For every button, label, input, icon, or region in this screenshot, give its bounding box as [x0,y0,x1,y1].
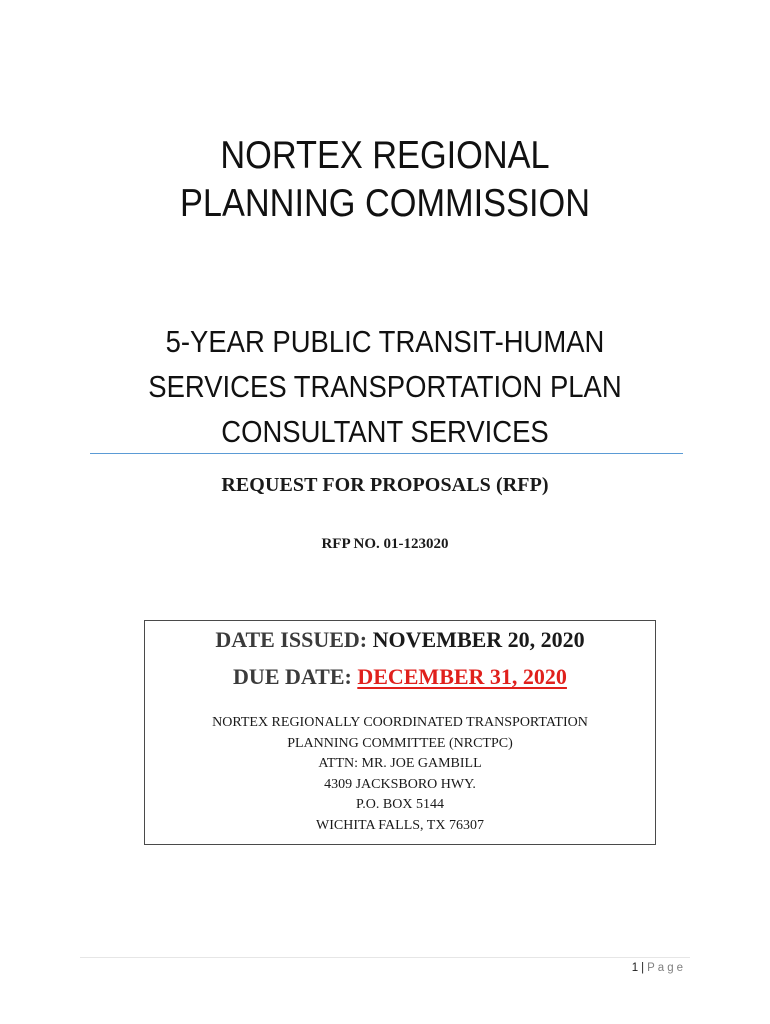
document-title [39,320,732,455]
document-title-line: CONSULTANT SERVICES [221,415,549,449]
date-address-box [144,620,656,845]
document-title-line: SERVICES TRANSPORTATION PLAN [148,370,622,404]
date-issued-line [145,627,655,653]
address-line: NORTEX REGIONALLY COORDINATED TRANSPORTATION [212,715,588,730]
document-title-line: 5-YEAR PUBLIC TRANSIT-HUMAN [165,325,605,359]
address-line: PLANNING COMMITTEE (NRCTPC) [287,735,513,751]
address-line: P.O. BOX 5144 [356,797,444,812]
page-separator: | [641,962,645,974]
date-issued-label: DATE ISSUED: [215,627,368,652]
organization-title-line: PLANNING COMMISSION [180,182,590,225]
due-date-line [145,664,655,690]
footer-divider [80,957,690,958]
address-line: WICHITA FALLS, TX 76307 [316,817,484,833]
page-footer [632,962,686,974]
address-line: ATTN: MR. JOE GAMBILL [318,756,482,771]
rfp-heading: REQUEST FOR PROPOSALS (RFP) [221,474,549,496]
mailing-address [145,713,655,836]
organization-title-line: NORTEX REGIONAL [220,134,550,177]
rfp-number: RFP NO. 01-123020 [321,536,449,552]
date-issued-value: NOVEMBER 20, 2020 [372,627,585,652]
address-line: 4309 JACKSBORO HWY. [324,776,476,792]
due-date-value: DECEMBER 31, 2020 [357,664,567,689]
organization-title [46,132,724,228]
due-date-label: DUE DATE: [233,664,352,689]
page-label: Page [647,962,686,974]
title-divider [90,453,683,454]
page-number: 1 [631,962,639,974]
